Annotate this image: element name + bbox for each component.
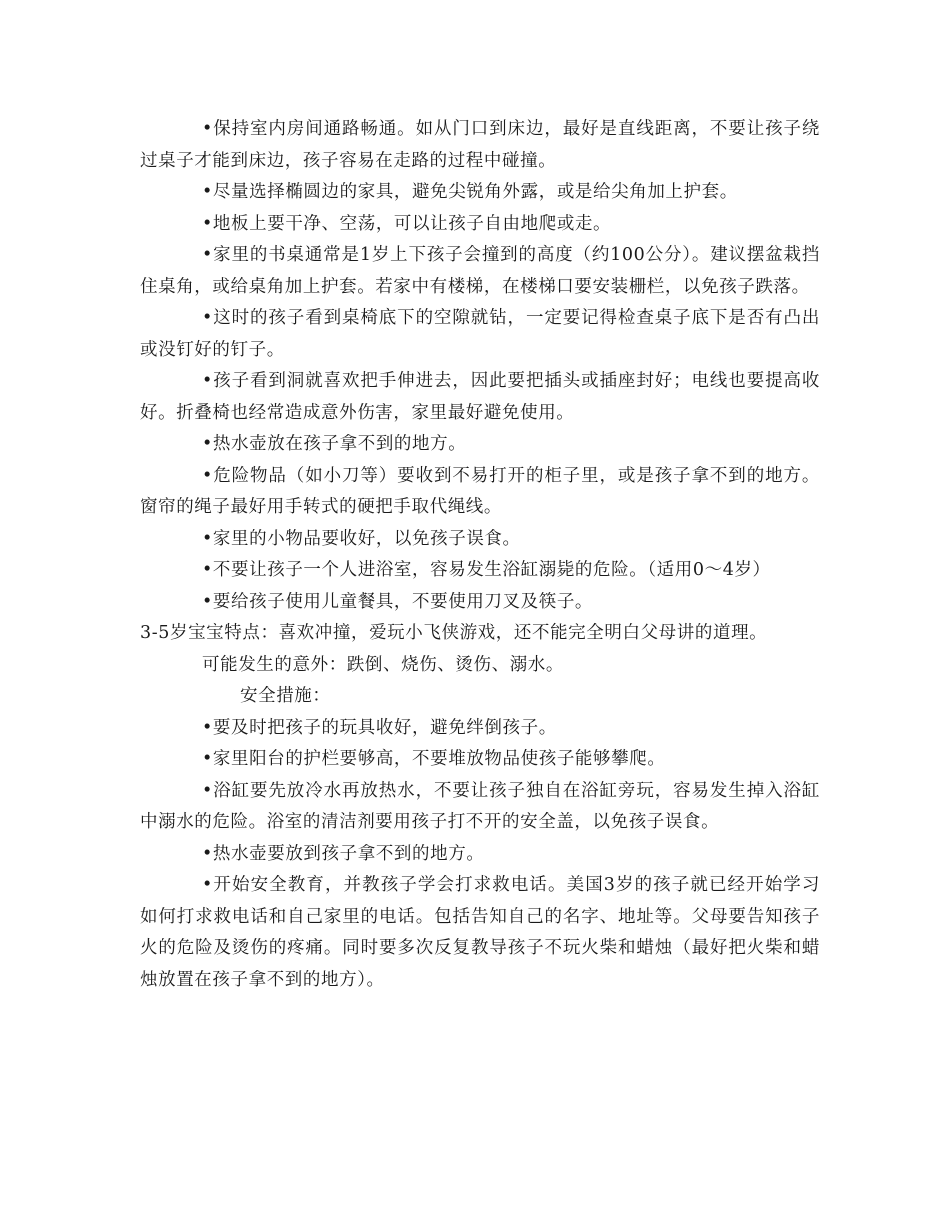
measure-item-toys: •要及时把孩子的玩具收好，避免绊倒孩子。 <box>202 717 557 738</box>
safety-item-kettle: •热水壶放在孩子拿不到的地方。 <box>202 434 467 454</box>
measure-item-bathtub: •浴缸要先放冷水再放热水，不要让孩子独自在浴缸旁玩，容易发生掉入浴缸中溺水的危险。浴室的清洁剂要用孩子打不开的安全盖，以免孩子误食。 <box>140 780 820 832</box>
safety-item-sockets: •孩子看到洞就喜欢把手伸进去，因此要把插头或插座封好；电线也要提高收好。折叠椅也经常造成意外伤害，家里最好避免使用。 <box>140 371 820 423</box>
safety-item-rounded-furniture: •尽量选择椭圆边的家具，避免尖锐角外露，或是给尖角加上护套。 <box>202 182 738 202</box>
safety-item-small-objects: •家里的小物品要收好，以免孩子误食。 <box>202 528 521 549</box>
safety-item-under-table: •这时的孩子看到桌椅底下的空隙就钻，一定要记得检查桌子底下是否有凸出或没钉好的钉子。 <box>140 308 820 360</box>
measure-item-kettle: •热水壶要放到孩子拿不到的地方。 <box>202 843 485 864</box>
safety-item-clean-floor: •地板上要干净、空荡，可以让孩子自由地爬或走。 <box>202 213 612 234</box>
safety-item-dangerous-objects: •危险物品（如小刀等）要收到不易打开的柜子里，或是孩子拿不到的地方。窗帘的绳子最好用手转式的硬把手取代绳线。 <box>140 465 820 517</box>
possible-accidents: 可能发生的意外：跌倒、烧伤、烫伤、溺水。 <box>202 654 564 675</box>
document-body <box>140 114 820 996</box>
measure-item-balcony: •家里阳台的护栏要够高，不要堆放物品使孩子能够攀爬。 <box>202 749 666 769</box>
safety-item-tableware: •要给孩子使用儿童餐具，不要使用刀叉及筷子。 <box>202 591 594 612</box>
safety-measures-label: 安全措施： <box>240 686 331 706</box>
age-group-heading: 3-5岁宝宝特点：喜欢冲撞，爱玩小飞侠游戏，还不能完全明白父母讲的道理。 <box>140 623 768 643</box>
safety-item-bathroom: •不要让孩子一个人进浴室，容易发生浴缸溺毙的危险。（适用0～4岁） <box>202 560 771 580</box>
safety-item-room-path: •保持室内房间通路畅通。如从门口到床边，最好是直线距离，不要让孩子绕过桌子才能到床边，孩子容易在走路的过程中碰撞。 <box>140 119 820 171</box>
measure-item-safety-education: •开始安全教育，并教孩子学会打求救电话。美国3岁的孩子就已经开始学习如何打求救电话和自己家里的电话。包括告知自己的名字、地址等。父母要告知孩子火的危险及烫伤的疼痛。同时要多次反复教导孩子不玩火柴和蜡烛（最好把火柴和蜡烛放置在孩子拿不到的地方）。 <box>140 875 820 990</box>
safety-item-desk-height: •家里的书桌通常是1岁上下孩子会撞到的高度（约100公分）。建议摆盆栽挡住桌角，或给桌角加上护套。若家中有楼梯，在楼梯口要安装栅栏，以免孩子跌落。 <box>140 245 820 297</box>
